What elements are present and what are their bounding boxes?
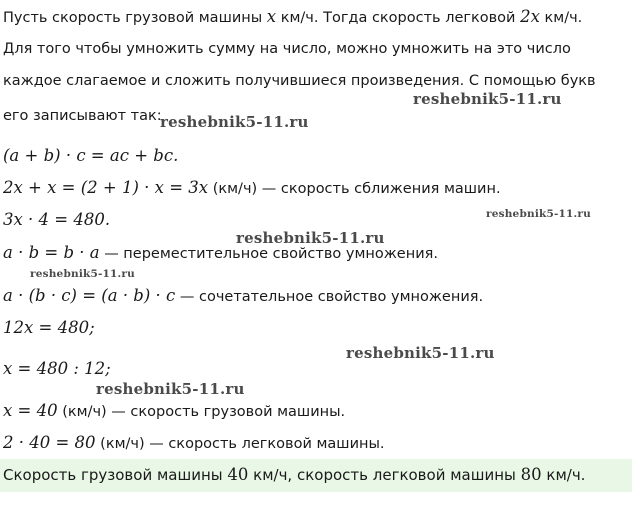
watermark: reshebnik5-11.ru: [346, 344, 495, 362]
math: 3x · 4 = 480.: [3, 210, 111, 229]
math-line-9: [3, 286, 483, 307]
text: — переместительное свойство умножения.: [99, 246, 438, 262]
text: км/ч.: [539, 10, 583, 26]
math-line-6: [3, 178, 501, 199]
text-line-3: каждое слагаемое и сложить получившиеся произведения. С помощью букв: [3, 73, 596, 89]
math-line-5: [3, 146, 178, 167]
math-line-10: [3, 318, 95, 339]
math: 2 · 40 = 80: [3, 433, 96, 452]
text: Пусть скорость грузовой машины: [3, 10, 267, 26]
text-line-4: его записывают так:: [3, 108, 162, 124]
text-line-1: [3, 7, 582, 28]
math-line-11: [3, 359, 111, 380]
math: 12x = 480;: [3, 318, 95, 337]
watermark: reshebnik5-11.ru: [413, 90, 562, 108]
math: (a + b) · c = ac + bc.: [3, 146, 179, 165]
math: 40: [227, 465, 249, 484]
math-line-13: [3, 433, 385, 454]
watermark: reshebnik5-11.ru: [30, 268, 135, 280]
watermark: reshebnik5-11.ru: [96, 380, 245, 398]
watermark: reshebnik5-11.ru: [486, 208, 591, 220]
text: км/ч. Тогда скорость легковой: [276, 10, 521, 26]
answer-line: [3, 465, 585, 485]
math: 80: [520, 465, 542, 484]
text: (км/ч) — скорость сближения машин.: [208, 181, 501, 197]
math: x: [266, 7, 277, 26]
math: 2x: [520, 7, 540, 26]
text: Скорость грузовой машины: [3, 466, 228, 484]
math-line-7: [3, 210, 110, 231]
watermark: reshebnik5-11.ru: [236, 229, 385, 247]
math: a · (b · c) = (a · b) · c: [3, 286, 176, 305]
text: км/ч.: [541, 466, 586, 484]
math: 2x + x = (2 + 1) · x = 3x: [3, 178, 209, 197]
math: x = 480 : 12;: [3, 359, 111, 378]
watermark: reshebnik5-11.ru: [160, 113, 309, 131]
text-line-2: Для того чтобы умножить сумму на число, можно умножить на это число: [3, 41, 571, 57]
text: — сочетательное свойство умножения.: [175, 289, 484, 305]
math: x = 40: [3, 401, 58, 420]
math: a · b = b · a: [3, 243, 100, 262]
answer-box: [0, 459, 632, 492]
text: (км/ч) — скорость грузовой машины.: [57, 404, 346, 420]
math-line-12: [3, 401, 345, 422]
text: км/ч, скорость легковой машины: [248, 466, 521, 484]
text: (км/ч) — скорость легковой машины.: [95, 436, 385, 452]
